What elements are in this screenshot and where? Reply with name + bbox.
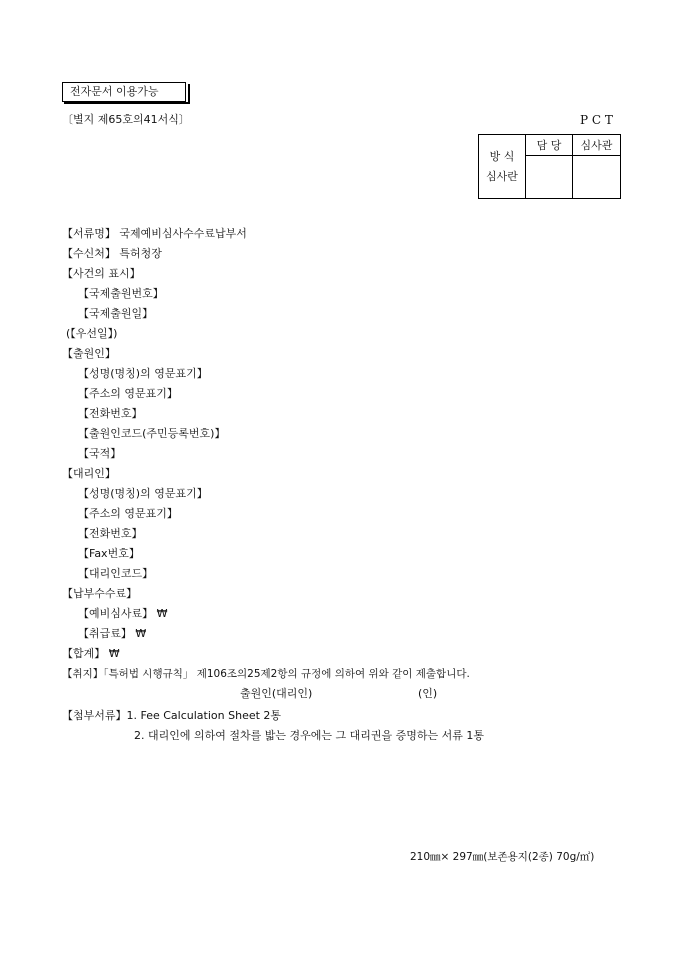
agent-line: 【대리인】 [62,467,116,480]
exam-cell-examiner [573,156,621,199]
attachment-item-2: 2. 대리인에 의하여 절차를 밟는 경우에는 그 대리권을 증명하는 서류 1통 [134,729,484,742]
agent-code-line: 【대리인코드】 [78,567,154,580]
intl-filing-date-line: 【국제출원일】 [78,307,154,320]
handling-fee-line: 【취급료】 ₩ [78,627,147,640]
seal-mark: (인) [418,687,438,700]
applicant-name-en-line: 【성명(명칭)의 영문표기】 [78,367,208,380]
applicant-address-en-line: 【주소의 영문표기】 [78,387,178,400]
exam-left-line1: 방 식 [489,149,515,163]
applicant-signature-label: 출원인(대리인) [240,687,313,700]
prelim-exam-fee-line: 【예비심사료】 ₩ [78,607,168,620]
applicant-phone-line: 【전화번호】 [78,407,143,420]
agent-fax-line: 【Fax번호】 [78,547,140,560]
total-line: 【합계】 ₩ [62,647,120,660]
exam-cell-officer [526,156,573,199]
tag-shadow-bottom [64,102,190,104]
fees-line: 【납부수수료】 [62,587,138,600]
form-reference: 〔별지 제65호의41서식〕 [62,113,190,126]
applicant-line: 【출원인】 [62,347,116,360]
priority-date-line: (【우선일】) [66,327,118,340]
agent-phone-line: 【전화번호】 [78,527,143,540]
tag-shadow-right [188,84,190,104]
applicant-code-line: 【출원인코드(주민등록번호)】 [78,427,226,440]
purpose-line: 【취지】「특허법 시행규칙」 제106조의25제2항의 규정에 의하여 위와 같이 제출합니다. [62,668,470,680]
agent-name-en-line: 【성명(명칭)의 영문표기】 [78,487,208,500]
paper-spec: 210㎜× 297㎜(보존용지(2종) 70g/㎡) [410,851,595,863]
exam-left-header [479,135,526,199]
exam-col-examiner: 심사관 [573,135,621,156]
intl-app-number-line: 【국제출원번호】 [78,287,164,300]
agent-address-en-line: 【주소의 영문표기】 [78,507,178,520]
pct-label: P C T [580,113,613,127]
attachment-item-1: 【첨부서류】1. Fee Calculation Sheet 2통 [62,709,282,722]
case-indication-line: 【사건의 표시】 [62,267,141,280]
exam-left-line2: 심사란 [486,169,518,183]
nationality-line: 【국적】 [78,447,122,460]
recipient-line: 【수신처】 특허청장 [62,247,162,260]
examination-table [478,134,621,199]
doc-title-line: 【서류명】 국제예비심사수수료납부서 [62,227,247,240]
electronic-document-tag: 전자문서 이용가능 [62,82,186,102]
exam-col-officer: 담 당 [526,135,573,156]
